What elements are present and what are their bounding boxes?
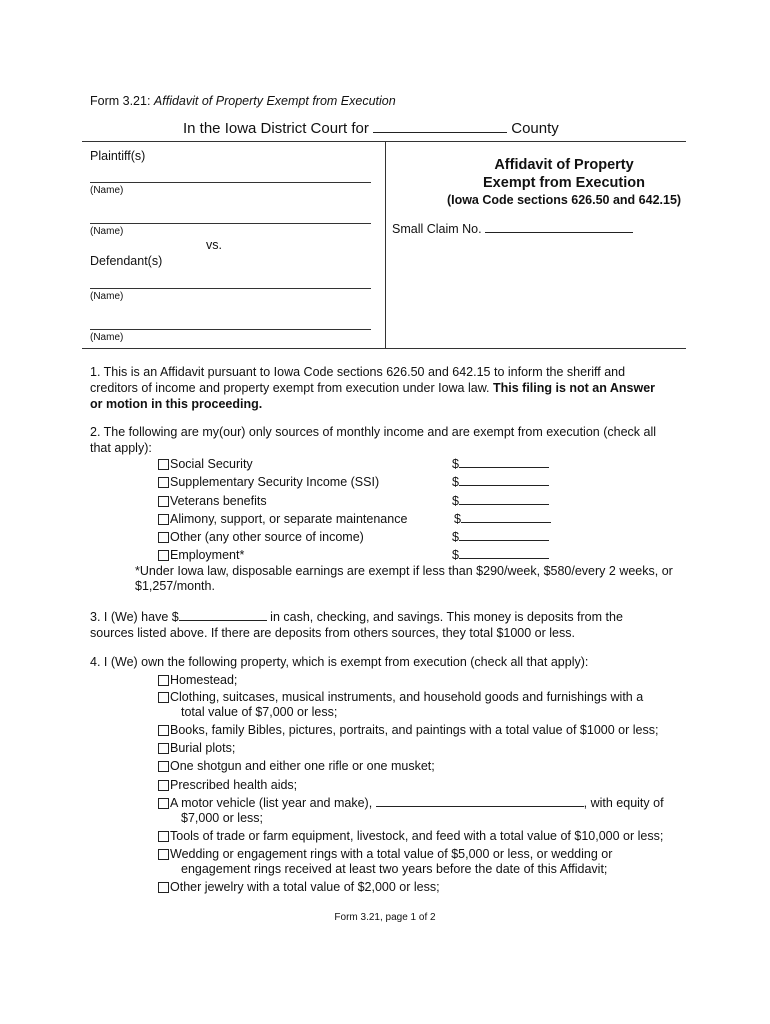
court-prefix: In the Iowa District Court for xyxy=(183,120,369,137)
checkbox[interactable] xyxy=(158,761,169,772)
checkbox[interactable] xyxy=(158,532,169,543)
income-item-alimony xyxy=(158,512,407,526)
income-item-veterans xyxy=(158,494,267,508)
dollar-sign: $ xyxy=(452,475,459,489)
property-label: Clothing, suitcases, musical instruments, and household goods and furnishings with a xyxy=(170,690,644,704)
income-label: Other (any other source of income) xyxy=(170,530,364,544)
income-label: Supplementary Security Income (SSI) xyxy=(170,475,380,489)
small-claim-label: Small Claim No. xyxy=(392,222,482,236)
income-amount xyxy=(452,548,549,562)
amount-blank[interactable] xyxy=(461,522,551,523)
name-caption: (Name) xyxy=(90,291,124,302)
plaintiff-name-line-2[interactable] xyxy=(90,223,371,224)
checkbox[interactable] xyxy=(158,831,169,842)
section-3-text-cont: in cash, checking, and savings. This money is deposits from the xyxy=(266,610,623,624)
document-title-line-1: Affidavit of Property xyxy=(494,157,634,173)
defendants-label: Defendant(s) xyxy=(90,254,163,268)
form-header xyxy=(90,94,396,108)
small-claim-number-blank[interactable] xyxy=(485,232,633,233)
property-label: Other jewelry with a total value of $2,000 or less; xyxy=(170,880,440,894)
name-caption: (Name) xyxy=(90,226,124,237)
section-2 xyxy=(90,424,690,456)
property-shotgun xyxy=(158,759,435,773)
income-amount xyxy=(452,530,549,544)
name-caption: (Name) xyxy=(90,185,124,196)
checkbox[interactable] xyxy=(158,725,169,736)
property-books xyxy=(158,723,658,737)
defendant-name-line-2[interactable] xyxy=(90,329,371,330)
income-amount xyxy=(452,457,549,471)
property-homestead xyxy=(158,673,237,687)
checkbox[interactable] xyxy=(158,675,169,686)
dollar-sign: $ xyxy=(452,494,459,508)
income-label: Alimony, support, or separate maintenance xyxy=(170,512,408,526)
income-item-employment xyxy=(158,548,244,562)
property-label: Homestead; xyxy=(170,673,238,687)
property-label: One shotgun and either one rifle or one musket; xyxy=(170,759,435,773)
dollar-sign: $ xyxy=(452,530,459,544)
section-3-line-2: sources listed above. If there are deposits from others sources, they total $1000 or less. xyxy=(90,626,575,640)
property-tools xyxy=(158,829,663,843)
property-label: A motor vehicle (list year and make), xyxy=(170,796,376,810)
section-3 xyxy=(90,609,690,641)
amount-blank[interactable] xyxy=(459,467,549,468)
versus-text: vs. xyxy=(206,238,222,252)
county-blank[interactable] xyxy=(373,132,507,133)
amount-blank[interactable] xyxy=(459,540,549,541)
earnings-note-line-2: $1,257/month. xyxy=(135,579,215,593)
income-label: Social Security xyxy=(170,457,253,471)
code-reference: (Iowa Code sections 626.50 and 642.15) xyxy=(446,193,682,207)
property-label: Prescribed health aids; xyxy=(170,778,298,792)
property-label-cont: , with equity of xyxy=(583,796,664,810)
income-amount xyxy=(454,512,551,526)
income-item-social-security xyxy=(158,457,253,471)
property-vehicle xyxy=(158,796,664,810)
caption-top-rule xyxy=(82,141,686,142)
checkbox[interactable] xyxy=(158,798,169,809)
section-3-line-1 xyxy=(90,609,690,625)
section-1-notice-cont: or motion in this proceeding. xyxy=(90,397,263,411)
document-title-line-2: Exempt from Execution xyxy=(483,175,645,191)
property-label: Burial plots; xyxy=(170,741,236,755)
page-footer: Form 3.21, page 1 of 2 xyxy=(334,912,436,923)
property-label: Wedding or engagement rings with a total value of $5,000 or less, or wedding or xyxy=(170,847,613,861)
caption-bottom-rule xyxy=(82,348,686,349)
income-amount xyxy=(452,475,549,489)
checkbox[interactable] xyxy=(158,459,169,470)
checkbox[interactable] xyxy=(158,514,169,525)
checkbox[interactable] xyxy=(158,496,169,507)
property-label: Tools of trade or farm equipment, livestock, and feed with a total value of $10,000 or less; xyxy=(170,829,664,843)
defendant-name-line-1[interactable] xyxy=(90,288,371,289)
checkbox[interactable] xyxy=(158,550,169,561)
property-wedding-rings-cont: engagement rings received at least two years before the date of this Affidavit; xyxy=(181,862,608,876)
section-1-line-2 xyxy=(90,380,690,396)
section-2-line-1: 2. The following are my(our) only sources of monthly income and are exempt from execution (check all xyxy=(90,425,656,439)
dollar-sign: $ xyxy=(454,512,461,526)
checkbox[interactable] xyxy=(158,692,169,703)
property-label: Books, family Bibles, pictures, portraits, and paintings with a total value of $1000 or less; xyxy=(170,723,659,737)
checkbox[interactable] xyxy=(158,849,169,860)
name-caption: (Name) xyxy=(90,332,124,343)
earnings-note-line-1: *Under Iowa law, disposable earnings are exempt if less than $290/week, $580/every 2 weeks, or xyxy=(135,564,673,578)
section-4-intro: 4. I (We) own the following property, which is exempt from execution (check all that apply): xyxy=(90,655,589,669)
amount-blank[interactable] xyxy=(459,485,549,486)
checkbox[interactable] xyxy=(158,780,169,791)
income-amount xyxy=(452,494,549,508)
section-1-notice: This filing is not an Answer xyxy=(492,381,656,395)
court-line xyxy=(183,120,559,137)
property-jewelry xyxy=(158,880,440,894)
income-label: Veterans benefits xyxy=(170,494,267,508)
section-1-line-1: 1. This is an Affidavit pursuant to Iowa Code sections 626.50 and 642.15 to inform the sheriff and xyxy=(90,365,626,379)
form-title: Affidavit of Property Exempt from Execution xyxy=(153,94,396,108)
property-vehicle-cont: $7,000 or less; xyxy=(181,811,263,825)
vehicle-blank[interactable] xyxy=(376,806,584,807)
property-health-aids xyxy=(158,778,297,792)
small-claim-line xyxy=(392,222,633,236)
checkbox[interactable] xyxy=(158,882,169,893)
section-1-line-3 xyxy=(90,396,690,412)
section-1-line-2-text: creditors of income and property exempt from execution under Iowa law. xyxy=(90,381,493,395)
plaintiffs-label: Plaintiff(s) xyxy=(90,149,146,163)
section-2-line-2: that apply): xyxy=(90,441,152,455)
property-burial xyxy=(158,741,235,755)
plaintiff-name-line-1[interactable] xyxy=(90,182,371,183)
amount-blank[interactable] xyxy=(459,504,549,505)
dollar-sign: $ xyxy=(452,457,459,471)
section-1 xyxy=(90,364,690,412)
amount-blank[interactable] xyxy=(459,558,549,559)
cash-amount-blank[interactable] xyxy=(179,620,267,621)
checkbox[interactable] xyxy=(158,477,169,488)
property-clothing-cont: total value of $7,000 or less; xyxy=(181,705,338,719)
checkbox[interactable] xyxy=(158,743,169,754)
court-suffix: County xyxy=(511,120,559,137)
form-number: Form 3.21: xyxy=(90,94,151,108)
property-clothing xyxy=(158,690,643,704)
income-label: Employment* xyxy=(170,548,245,562)
section-3-text: 3. I (We) have $ xyxy=(90,610,179,624)
dollar-sign: $ xyxy=(452,548,459,562)
income-item-ssi xyxy=(158,475,379,489)
income-item-other xyxy=(158,530,364,544)
property-wedding-rings xyxy=(158,847,612,861)
